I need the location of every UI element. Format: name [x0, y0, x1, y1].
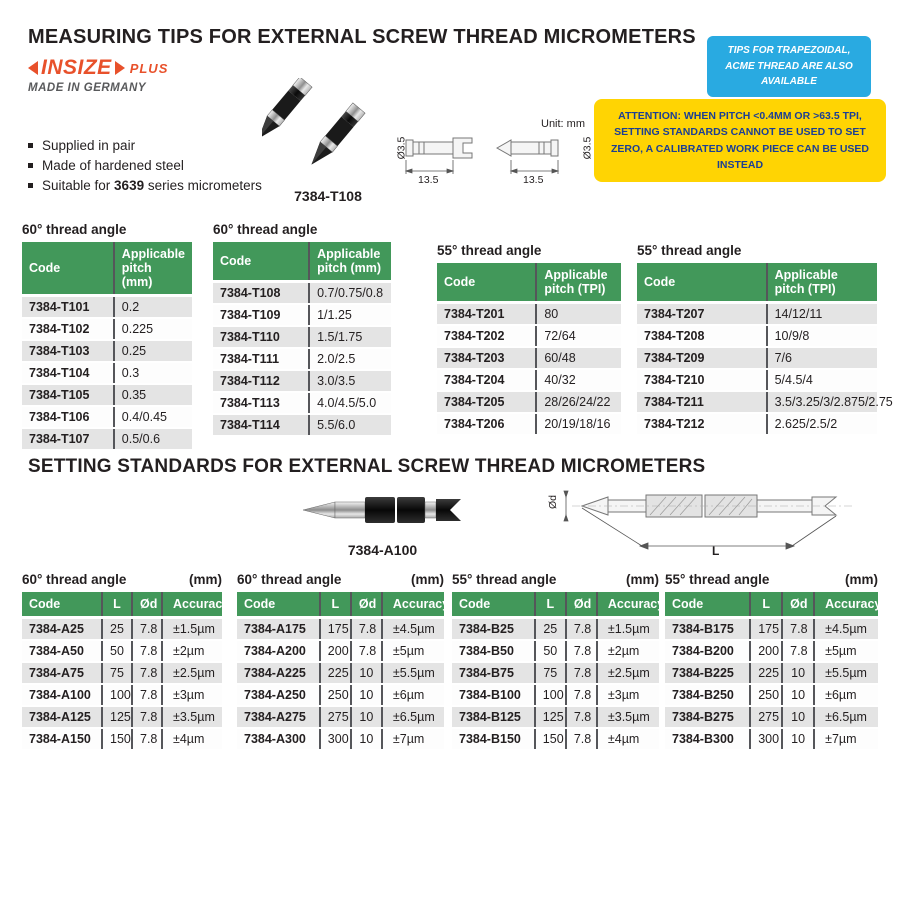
- measuring-tips-image: [262, 78, 394, 180]
- value-cell: ±2µm: [162, 640, 222, 662]
- value-cell: 150: [535, 728, 566, 750]
- value-cell: 75: [535, 662, 566, 684]
- column-header: Accuracy: [597, 592, 659, 618]
- code-cell: 7384-T210: [637, 369, 767, 391]
- code-cell: 7384-T201: [437, 303, 536, 326]
- standard-table-60deg-2: [237, 572, 450, 751]
- table-row: [237, 684, 444, 706]
- column-header: Code: [452, 592, 535, 618]
- table-row: [22, 384, 192, 406]
- code-cell: 7384-A150: [22, 728, 102, 750]
- value-cell: 40/32: [536, 369, 621, 391]
- feature-text: Made of hardened steel: [42, 158, 184, 173]
- column-header: Code: [637, 263, 767, 303]
- value-cell: 175: [750, 618, 782, 641]
- table-row: [213, 414, 391, 436]
- value-cell: 60/48: [536, 347, 621, 369]
- header-row: [22, 592, 222, 618]
- value-cell: 7.8: [132, 728, 162, 750]
- value-cell: 72/64: [536, 325, 621, 347]
- tip-table-60deg-1: [22, 222, 192, 451]
- value-cell: ±3µm: [162, 684, 222, 706]
- tip-table: [213, 242, 391, 437]
- code-cell: 7384-B175: [665, 618, 750, 641]
- tips-technical-drawing: [392, 116, 597, 191]
- code-cell: 7384-T202: [437, 325, 536, 347]
- table-row: [213, 392, 391, 414]
- value-cell: ±7µm: [814, 728, 878, 750]
- value-cell: ±6.5µm: [382, 706, 444, 728]
- value-cell: 2.625/2.5/2: [767, 413, 877, 435]
- code-cell: 7384-B300: [665, 728, 750, 750]
- code-cell: 7384-T114: [213, 414, 309, 436]
- table-row: [22, 728, 222, 750]
- column-header: Accuracy: [162, 592, 222, 618]
- value-cell: ±1.5µm: [162, 618, 222, 641]
- standard-diameter-dim: Ød: [547, 494, 560, 510]
- table-title: 60° thread angle: [22, 222, 127, 237]
- table-row: [22, 706, 222, 728]
- value-cell: 50: [535, 640, 566, 662]
- made-in-germany-label: MADE IN GERMANY: [28, 82, 147, 94]
- value-cell: 0.7/0.75/0.8: [309, 282, 391, 305]
- value-cell: 5/4.5/4: [767, 369, 877, 391]
- header-row: [452, 592, 659, 618]
- code-cell: 7384-B100: [452, 684, 535, 706]
- code-cell: 7384-T107: [22, 428, 114, 450]
- value-cell: ±2.5µm: [162, 662, 222, 684]
- table-row: [22, 362, 192, 384]
- value-cell: 7.8: [566, 706, 597, 728]
- table-title: 60° thread angle: [237, 572, 342, 587]
- code-cell: 7384-T206: [437, 413, 536, 435]
- value-cell: ±7µm: [382, 728, 444, 750]
- value-cell: 250: [320, 684, 351, 706]
- value-cell: 300: [750, 728, 782, 750]
- value-cell: 50: [102, 640, 132, 662]
- code-cell: 7384-T205: [437, 391, 536, 413]
- tips-model-label: 7384-T108: [294, 188, 362, 204]
- code-cell: 7384-T207: [637, 303, 767, 326]
- code-cell: 7384-T110: [213, 326, 309, 348]
- column-header: Code: [237, 592, 320, 618]
- code-cell: 7384-T104: [22, 362, 114, 384]
- value-cell: 7.8: [132, 618, 162, 641]
- feature-item: [28, 158, 262, 173]
- table-row: [437, 325, 621, 347]
- code-cell: 7384-T211: [637, 391, 767, 413]
- code-cell: 7384-T106: [22, 406, 114, 428]
- column-header: Code: [213, 242, 309, 282]
- table-row: [637, 413, 877, 435]
- code-cell: 7384-A175: [237, 618, 320, 641]
- code-cell: 7384-T209: [637, 347, 767, 369]
- value-cell: 5.5/6.0: [309, 414, 391, 436]
- value-cell: 3.5/3.25/3/2.875/2.75: [767, 391, 877, 413]
- table-unit: (mm): [845, 572, 878, 587]
- value-cell: ±3µm: [597, 684, 659, 706]
- value-cell: 7.8: [132, 706, 162, 728]
- standard-length-dim: L: [712, 544, 720, 558]
- value-cell: 0.225: [114, 318, 192, 340]
- header-row: [237, 592, 444, 618]
- logo-left-arrow-icon: [28, 61, 38, 75]
- table-title: 55° thread angle: [637, 243, 742, 258]
- table-row: [22, 318, 192, 340]
- value-cell: 7.8: [782, 640, 814, 662]
- table-unit: (mm): [626, 572, 659, 587]
- value-cell: 7.8: [132, 684, 162, 706]
- logo-right-arrow-icon: [115, 61, 125, 75]
- code-cell: 7384-B250: [665, 684, 750, 706]
- code-cell: 7384-B25: [452, 618, 535, 641]
- value-cell: 4.0/4.5/5.0: [309, 392, 391, 414]
- table-row: [237, 706, 444, 728]
- value-cell: 0.2: [114, 296, 192, 319]
- tip-length-dim-right: 13.5: [523, 174, 544, 186]
- setting-standard-image: [295, 486, 470, 534]
- feature-text: Supplied in pair: [42, 138, 136, 153]
- column-header: L: [102, 592, 132, 618]
- table-row: [637, 303, 877, 326]
- standard-table: [665, 592, 882, 751]
- code-cell: 7384-A200: [237, 640, 320, 662]
- header-row: [665, 592, 878, 618]
- value-cell: 10/9/8: [767, 325, 877, 347]
- tip-table: [637, 263, 893, 436]
- value-cell: 75: [102, 662, 132, 684]
- code-cell: 7384-B150: [452, 728, 535, 750]
- column-header: Ød: [782, 592, 814, 618]
- table-row: [213, 370, 391, 392]
- table-row: [437, 303, 621, 326]
- value-cell: ±5µm: [382, 640, 444, 662]
- tip-table-55deg-2: [637, 243, 893, 436]
- value-cell: 20/19/18/16: [536, 413, 621, 435]
- tip-table-60deg-2: [213, 222, 391, 437]
- tip-table-55deg-1: [437, 243, 621, 436]
- unit-label: Unit: mm: [541, 118, 585, 130]
- value-cell: ±4.5µm: [814, 618, 878, 641]
- table-row: [452, 662, 659, 684]
- value-cell: 7.8: [782, 618, 814, 641]
- bullet-square-icon: [28, 183, 33, 188]
- value-cell: 7.8: [566, 640, 597, 662]
- value-cell: 28/26/24/22: [536, 391, 621, 413]
- tip-diameter-dim-left: Ø3.5: [395, 136, 408, 160]
- code-cell: 7384-T103: [22, 340, 114, 362]
- table-row: [213, 282, 391, 305]
- column-header: Ød: [351, 592, 382, 618]
- standard-table-60deg-1: [22, 572, 230, 751]
- header-row: [22, 242, 192, 296]
- column-header: Accuracy: [814, 592, 878, 618]
- tip-table: [22, 242, 192, 451]
- logo-brand-text: INSIZE: [41, 56, 112, 79]
- code-cell: 7384-T112: [213, 370, 309, 392]
- trapezoidal-acme-badge: TIPS FOR TRAPEZOIDAL, ACME THREAD ARE ALSO AVAILABLE: [707, 36, 871, 97]
- table-row: [452, 728, 659, 750]
- feature-item: [28, 138, 262, 153]
- column-header: Applicable pitch (TPI): [767, 263, 877, 303]
- value-cell: ±2µm: [597, 640, 659, 662]
- code-cell: 7384-T102: [22, 318, 114, 340]
- table-row: [665, 662, 878, 684]
- column-header: Ød: [566, 592, 597, 618]
- table-row: [22, 428, 192, 450]
- code-cell: 7384-T101: [22, 296, 114, 319]
- table-row: [22, 340, 192, 362]
- column-header: L: [320, 592, 351, 618]
- standard-table-55deg-1: [452, 572, 665, 751]
- value-cell: 7.8: [566, 684, 597, 706]
- value-cell: 100: [102, 684, 132, 706]
- value-cell: 0.35: [114, 384, 192, 406]
- value-cell: 0.3: [114, 362, 192, 384]
- bullet-square-icon: [28, 143, 33, 148]
- column-header: Code: [437, 263, 536, 303]
- value-cell: 200: [750, 640, 782, 662]
- value-cell: 200: [320, 640, 351, 662]
- value-cell: ±4.5µm: [382, 618, 444, 641]
- table-row: [665, 728, 878, 750]
- table-row: [237, 662, 444, 684]
- feature-list: [28, 138, 262, 198]
- value-cell: 250: [750, 684, 782, 706]
- table-row: [22, 296, 192, 319]
- standard-technical-drawing: [547, 478, 892, 566]
- standard-table-55deg-2: [665, 572, 882, 751]
- value-cell: 7.8: [566, 662, 597, 684]
- value-cell: ±6.5µm: [814, 706, 878, 728]
- series-number: 3639: [114, 178, 145, 193]
- table-row: [637, 369, 877, 391]
- code-cell: 7384-B75: [452, 662, 535, 684]
- value-cell: ±2.5µm: [597, 662, 659, 684]
- value-cell: ±5.5µm: [382, 662, 444, 684]
- bullet-square-icon: [28, 163, 33, 168]
- table-row: [637, 347, 877, 369]
- code-cell: 7384-B200: [665, 640, 750, 662]
- value-cell: 7/6: [767, 347, 877, 369]
- insize-logo: [28, 56, 168, 94]
- value-cell: 10: [351, 728, 382, 750]
- value-cell: 25: [102, 618, 132, 641]
- table-row: [665, 706, 878, 728]
- code-cell: 7384-A125: [22, 706, 102, 728]
- table-row: [22, 406, 192, 428]
- value-cell: 3.0/3.5: [309, 370, 391, 392]
- table-row: [437, 369, 621, 391]
- value-cell: 0.5/0.6: [114, 428, 192, 450]
- code-cell: 7384-T208: [637, 325, 767, 347]
- table-row: [665, 618, 878, 641]
- value-cell: 150: [102, 728, 132, 750]
- value-cell: 125: [102, 706, 132, 728]
- column-header: L: [750, 592, 782, 618]
- standard-table: [452, 592, 665, 751]
- standard-drawing-image: [552, 478, 892, 566]
- table-unit: (mm): [189, 572, 222, 587]
- value-cell: 10: [351, 706, 382, 728]
- value-cell: 225: [320, 662, 351, 684]
- code-cell: 7384-A275: [237, 706, 320, 728]
- code-cell: 7384-T111: [213, 348, 309, 370]
- column-header: Accuracy: [382, 592, 444, 618]
- column-header: L: [535, 592, 566, 618]
- table-row: [452, 618, 659, 641]
- column-header: Code: [22, 592, 102, 618]
- value-cell: 10: [351, 662, 382, 684]
- value-cell: 10: [782, 662, 814, 684]
- column-header: Applicable pitch (TPI): [536, 263, 621, 303]
- table-row: [213, 348, 391, 370]
- code-cell: 7384-T108: [213, 282, 309, 305]
- page-title: MEASURING TIPS FOR EXTERNAL SCREW THREAD MICROMETERS: [28, 26, 696, 48]
- table-title: 60° thread angle: [213, 222, 318, 237]
- value-cell: 7.8: [351, 618, 382, 641]
- code-cell: 7384-A50: [22, 640, 102, 662]
- table-unit: (mm): [411, 572, 444, 587]
- value-cell: ±6µm: [814, 684, 878, 706]
- tip-diameter-dim-right: Ø3.5: [581, 136, 594, 160]
- table-row: [237, 728, 444, 750]
- value-cell: 25: [535, 618, 566, 641]
- code-cell: 7384-B225: [665, 662, 750, 684]
- measuring-tips-photo: [262, 78, 394, 204]
- value-cell: ±5.5µm: [814, 662, 878, 684]
- value-cell: 0.4/0.45: [114, 406, 192, 428]
- value-cell: ±4µm: [597, 728, 659, 750]
- value-cell: 7.8: [132, 662, 162, 684]
- value-cell: 10: [782, 684, 814, 706]
- code-cell: 7384-A75: [22, 662, 102, 684]
- column-header: Applicable pitch (mm): [309, 242, 391, 282]
- header-row: [637, 263, 877, 303]
- code-cell: 7384-A25: [22, 618, 102, 641]
- value-cell: ±1.5µm: [597, 618, 659, 641]
- table-row: [22, 684, 222, 706]
- code-cell: 7384-A100: [22, 684, 102, 706]
- table-row: [437, 347, 621, 369]
- table-title: 55° thread angle: [437, 243, 542, 258]
- table-row: [437, 391, 621, 413]
- table-row: [237, 640, 444, 662]
- table-row: [637, 325, 877, 347]
- code-cell: 7384-T212: [637, 413, 767, 435]
- code-cell: 7384-A225: [237, 662, 320, 684]
- code-cell: 7384-T113: [213, 392, 309, 414]
- code-cell: 7384-T109: [213, 304, 309, 326]
- table-title: 55° thread angle: [452, 572, 557, 587]
- table-row: [452, 684, 659, 706]
- setting-standard-photo: [295, 486, 470, 558]
- code-cell: 7384-B275: [665, 706, 750, 728]
- value-cell: ±5µm: [814, 640, 878, 662]
- column-header: Code: [665, 592, 750, 618]
- value-cell: ±3.5µm: [162, 706, 222, 728]
- table-row: [665, 640, 878, 662]
- column-header: Applicable pitch (mm): [114, 242, 192, 296]
- code-cell: 7384-T105: [22, 384, 114, 406]
- standard-table: [237, 592, 450, 751]
- feature-item: [28, 178, 262, 193]
- value-cell: 2.0/2.5: [309, 348, 391, 370]
- section2-title: SETTING STANDARDS FOR EXTERNAL SCREW THREAD MICROMETERS: [28, 456, 706, 477]
- code-cell: 7384-T203: [437, 347, 536, 369]
- table-row: [213, 326, 391, 348]
- code-cell: 7384-T204: [437, 369, 536, 391]
- value-cell: ±3.5µm: [597, 706, 659, 728]
- table-row: [22, 640, 222, 662]
- table-title: 55° thread angle: [665, 572, 770, 587]
- value-cell: ±4µm: [162, 728, 222, 750]
- code-cell: 7384-A250: [237, 684, 320, 706]
- table-title: 60° thread angle: [22, 572, 127, 587]
- logo-plus-text: PLUS: [129, 60, 169, 76]
- value-cell: 100: [535, 684, 566, 706]
- value-cell: 7.8: [566, 728, 597, 750]
- table-row: [637, 391, 877, 413]
- value-cell: 125: [535, 706, 566, 728]
- code-cell: 7384-A300: [237, 728, 320, 750]
- code-cell: 7384-B125: [452, 706, 535, 728]
- standard-table: [22, 592, 230, 751]
- value-cell: 10: [782, 706, 814, 728]
- header-row: [437, 263, 621, 303]
- value-cell: 1.5/1.75: [309, 326, 391, 348]
- value-cell: 80: [536, 303, 621, 326]
- value-cell: 1/1.25: [309, 304, 391, 326]
- column-header: Code: [22, 242, 114, 296]
- table-row: [22, 618, 222, 641]
- table-row: [22, 662, 222, 684]
- table-row: [452, 640, 659, 662]
- table-row: [437, 413, 621, 435]
- attention-badge: ATTENTION: WHEN PITCH <0.4MM OR >63.5 TPI, SETTING STANDARDS CANNOT BE USED TO SET ZERO, A CALIBRATED WORK PIECE CAN BE USED INSTEAD: [594, 99, 886, 182]
- value-cell: 225: [750, 662, 782, 684]
- value-cell: 300: [320, 728, 351, 750]
- feature-text: Suitable for 3639 series micrometers: [42, 178, 262, 193]
- value-cell: 0.25: [114, 340, 192, 362]
- tip-table: [437, 263, 621, 436]
- code-cell: 7384-B50: [452, 640, 535, 662]
- table-row: [213, 304, 391, 326]
- table-row: [665, 684, 878, 706]
- table-row: [237, 618, 444, 641]
- standard-model-label: 7384-A100: [347, 542, 418, 558]
- value-cell: 7.8: [351, 640, 382, 662]
- header-row: [213, 242, 391, 282]
- value-cell: 275: [320, 706, 351, 728]
- value-cell: 7.8: [132, 640, 162, 662]
- value-cell: 10: [351, 684, 382, 706]
- value-cell: 275: [750, 706, 782, 728]
- tip-length-dim-left: 13.5: [418, 174, 439, 186]
- value-cell: 10: [782, 728, 814, 750]
- value-cell: 14/12/11: [767, 303, 877, 326]
- value-cell: ±6µm: [382, 684, 444, 706]
- column-header: Ød: [132, 592, 162, 618]
- value-cell: 7.8: [566, 618, 597, 641]
- value-cell: 175: [320, 618, 351, 641]
- table-row: [452, 706, 659, 728]
